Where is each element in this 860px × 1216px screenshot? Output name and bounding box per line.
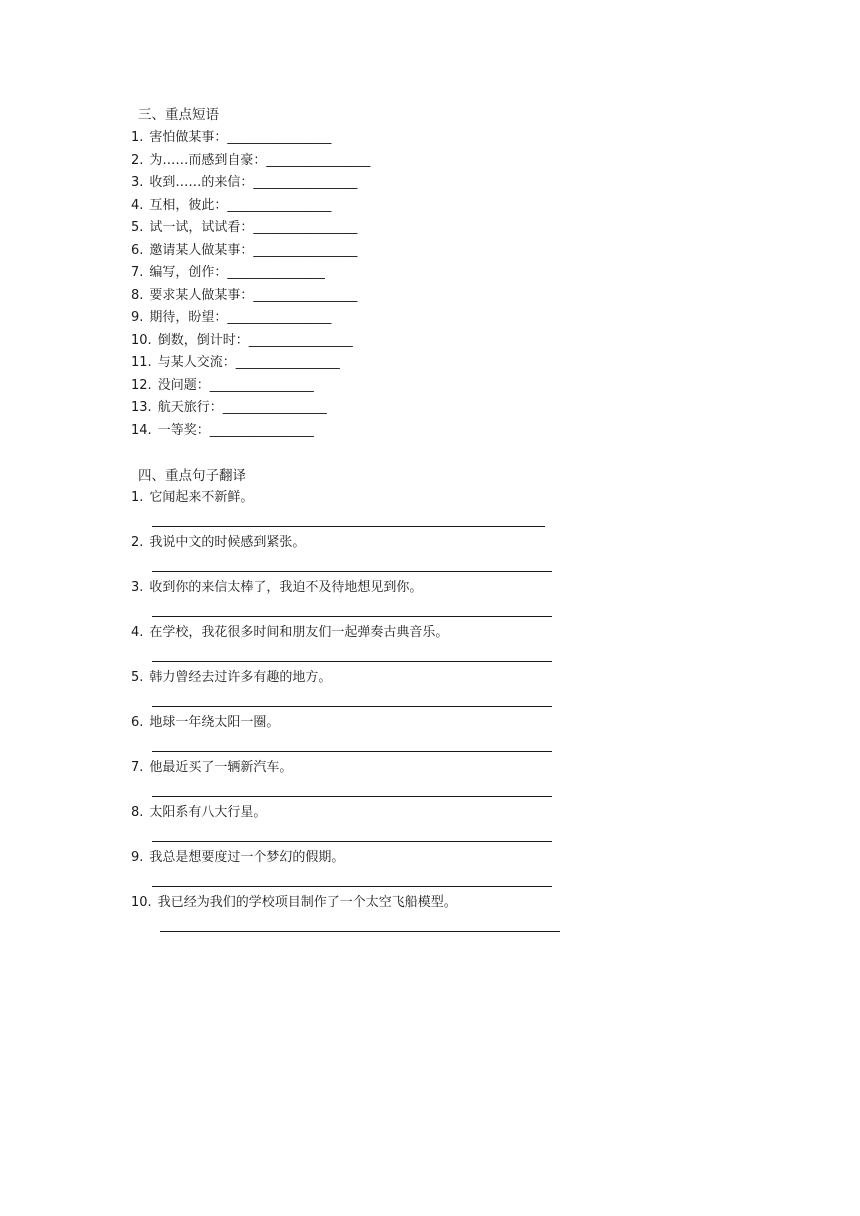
sentence-item-6: [131, 714, 279, 732]
answer-blank[interactable]: _______________: [227, 265, 325, 280]
answer-line[interactable]: [152, 706, 552, 707]
phrase-item-3: [131, 174, 357, 192]
answer-blank[interactable]: ________________: [222, 400, 327, 415]
answer-line[interactable]: [152, 616, 552, 617]
sentence-number: 1.: [131, 490, 144, 505]
phrase-number: 1.: [131, 130, 144, 145]
phrase-item-1: [131, 129, 331, 147]
phrase-number: 3.: [131, 175, 144, 190]
sentence-item-7: [131, 759, 292, 777]
answer-line[interactable]: [152, 526, 545, 527]
answer-line[interactable]: [152, 886, 552, 887]
phrase-text: 试一试，试试看：: [149, 220, 254, 235]
sentence-text: 我总是想要度过一个梦幻的假期。: [149, 850, 345, 865]
phrase-text: 没问题：: [157, 378, 210, 393]
phrase-item-11: [131, 354, 340, 372]
answer-line[interactable]: [152, 796, 552, 797]
phrase-number: 13.: [131, 400, 152, 415]
phrase-number: 8.: [131, 288, 144, 303]
sentence-item-2: [131, 534, 305, 552]
answer-line[interactable]: [160, 931, 560, 932]
answer-blank[interactable]: ________________: [209, 378, 314, 393]
phrase-text: 邀请某人做某事：: [149, 243, 254, 258]
phrase-item-9: [131, 309, 331, 327]
phrase-number: 5.: [131, 220, 144, 235]
phrase-number: 14.: [131, 423, 152, 438]
sentence-number: 3.: [131, 580, 144, 595]
sentence-number: 8.: [131, 805, 144, 820]
phrase-text: 编写，创作：: [149, 265, 228, 280]
phrase-number: 11.: [131, 355, 152, 370]
answer-blank[interactable]: ________________: [253, 288, 358, 303]
sentence-text: 它闻起来不新鲜。: [149, 490, 254, 505]
phrase-text: 要求某人做某事：: [149, 288, 254, 303]
answer-line[interactable]: [152, 841, 552, 842]
answer-line[interactable]: [152, 751, 552, 752]
phrase-text: 期待，盼望：: [149, 310, 228, 325]
answer-blank[interactable]: ________________: [253, 220, 358, 235]
sentence-text: 他最近买了一辆新汽车。: [149, 760, 293, 775]
phrase-number: 4.: [131, 198, 144, 213]
answer-blank[interactable]: ________________: [209, 423, 314, 438]
phrase-text: 收到……的来信：: [149, 175, 254, 190]
sentence-item-8: [131, 804, 266, 822]
phrase-item-2: [131, 152, 370, 170]
sentence-text: 在学校，我花很多时间和朋友们一起弹奏古典音乐。: [149, 625, 449, 640]
phrase-number: 7.: [131, 265, 144, 280]
sentence-item-10: [131, 894, 457, 912]
answer-line[interactable]: [152, 661, 552, 662]
answer-line[interactable]: [152, 571, 552, 572]
sentence-text: 韩力曾经去过许多有趣的地方。: [149, 670, 332, 685]
answer-blank[interactable]: ________________: [227, 130, 332, 145]
answer-blank[interactable]: ________________: [266, 153, 371, 168]
phrase-text: 航天旅行：: [157, 400, 223, 415]
answer-blank[interactable]: ________________: [227, 310, 332, 325]
sentence-text: 我已经为我们的学校项目制作了一个太空飞船模型。: [157, 895, 457, 910]
sentence-item-4: [131, 624, 448, 642]
phrase-item-8: [131, 287, 357, 305]
sentence-item-1: [131, 489, 253, 507]
phrase-number: 9.: [131, 310, 144, 325]
phrase-item-5: [131, 219, 357, 237]
sentence-number: 5.: [131, 670, 144, 685]
sentence-number: 4.: [131, 625, 144, 640]
sentence-number: 7.: [131, 760, 144, 775]
sentence-number: 2.: [131, 535, 144, 550]
phrase-number: 12.: [131, 378, 152, 393]
phrase-text: 与某人交流：: [157, 355, 236, 370]
answer-blank[interactable]: ________________: [248, 333, 353, 348]
phrase-item-10: [131, 332, 353, 350]
phrase-item-7: [131, 264, 325, 282]
phrase-text: 互相，彼此：: [149, 198, 228, 213]
sentence-item-9: [131, 849, 344, 867]
phrase-text: 害怕做某事：: [149, 130, 228, 145]
phrase-number: 6.: [131, 243, 144, 258]
phrase-number: 10.: [131, 333, 152, 348]
answer-blank[interactable]: ________________: [253, 243, 358, 258]
sentence-number: 6.: [131, 715, 144, 730]
sentence-text: 收到你的来信太棒了，我迫不及待地想见到你。: [149, 580, 423, 595]
phrase-item-6: [131, 242, 357, 260]
sentence-item-3: [131, 579, 422, 597]
sentence-text: 太阳系有八大行星。: [149, 805, 267, 820]
sentence-number: 9.: [131, 850, 144, 865]
section-3-title: 三、重点短语: [138, 107, 219, 123]
section-4-title: 四、重点句子翻译: [138, 468, 246, 484]
phrase-text: 倒数，倒计时：: [157, 333, 249, 348]
phrase-text: 为……而感到自豪：: [149, 153, 267, 168]
answer-blank[interactable]: ________________: [253, 175, 358, 190]
sentence-number: 10.: [131, 895, 152, 910]
phrase-item-12: [131, 377, 314, 395]
sentence-item-5: [131, 669, 331, 687]
phrase-text: 一等奖：: [157, 423, 210, 438]
sentence-text: 我说中文的时候感到紧张。: [149, 535, 306, 550]
answer-blank[interactable]: ________________: [227, 198, 332, 213]
answer-blank[interactable]: ________________: [235, 355, 340, 370]
sentence-text: 地球一年绕太阳一圈。: [149, 715, 280, 730]
phrase-item-4: [131, 197, 331, 215]
phrase-item-14: [131, 422, 314, 440]
phrase-number: 2.: [131, 153, 144, 168]
phrase-item-13: [131, 399, 327, 417]
